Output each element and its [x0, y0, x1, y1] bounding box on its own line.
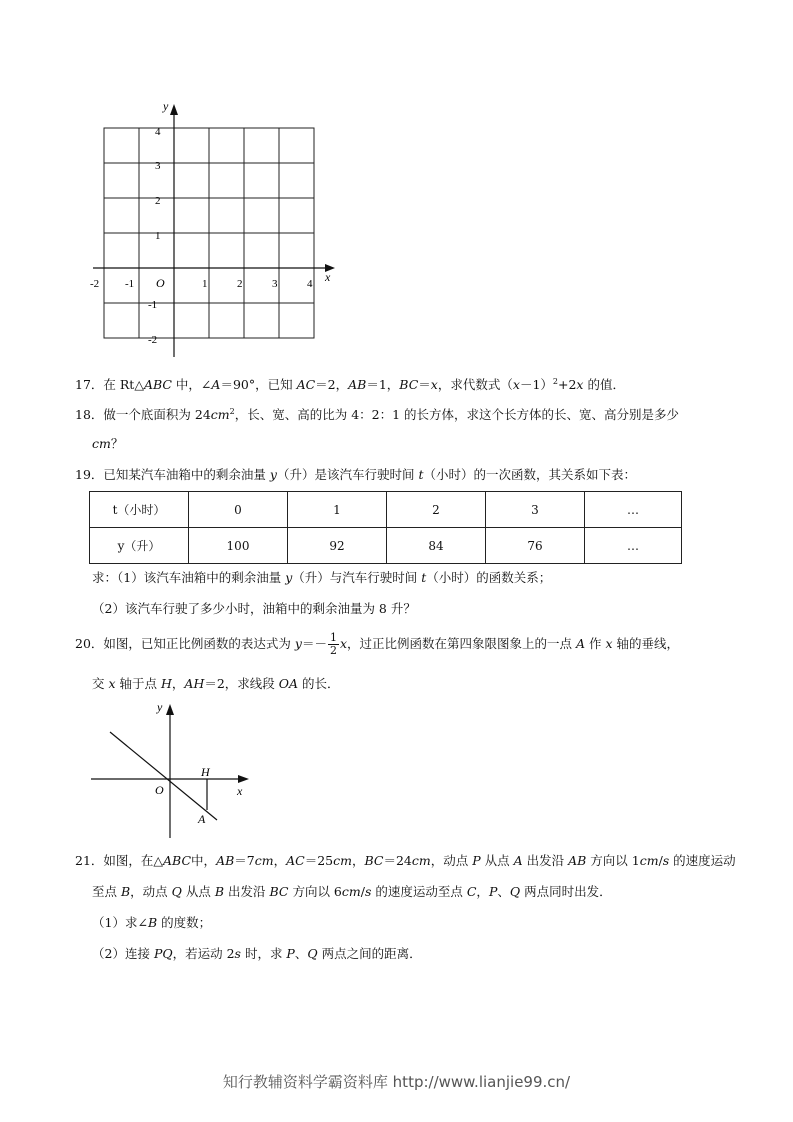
table-cell: 2 [387, 492, 486, 528]
grid-x-axis-label: x [325, 270, 331, 284]
question-20: 20．如图，已知正比例函数的表达式为 y＝－ $\frac{1}{2}$ x，过正比例函数在第四象限图象上的一点 A 作 x 轴的垂线， [75, 631, 680, 657]
table-row [90, 492, 682, 528]
table-cell: 100 [189, 528, 288, 564]
grid-x-tick: -1 [125, 278, 135, 290]
table-cell: 1 [288, 492, 387, 528]
grid-y-tick: 1 [155, 230, 161, 242]
grid-x-tick: -2 [90, 278, 100, 290]
table-cell: … [585, 528, 682, 564]
table-cell: 84 [387, 528, 486, 564]
grid-x-tick: 1 [202, 278, 208, 290]
table-row [90, 528, 682, 564]
question-21-line2: 至点 B，动点 Q 从点 B 出发沿 BC 方向以 6cm/s 的速度运动至点 C，P、Q 两点同时出发． [92, 884, 612, 899]
fraction-one-half: $\frac{1}{2}$ [329, 631, 337, 657]
grid-y-tick: 4 [155, 126, 161, 138]
grid-x-tick: 4 [307, 278, 313, 290]
question-21-sub1: （1）求∠B 的度数； [92, 915, 212, 930]
grid-y-tick: -2 [148, 334, 158, 346]
question-18-line2: cm？ [92, 436, 124, 451]
grid-y-tick: 2 [155, 195, 161, 207]
page-footer: 知行教辅资料学霸资料库 http://www.lianjie99.cn/ [222, 1073, 571, 1091]
table-cell: 92 [288, 528, 387, 564]
grid-y-tick: -1 [148, 299, 158, 311]
question-19-ask2: （2）该汽车行驶了多少小时，油箱中的剩余油量为 8 升？ [92, 601, 416, 616]
table-cell: … [585, 492, 682, 528]
grid-y-axis-label: y [163, 99, 169, 113]
table-cell: 3 [486, 492, 585, 528]
question-20-line2: 交 x 轴于点 H，AH＝2，求线段 OA 的长． [92, 676, 340, 691]
table-header-cell: y（升） [90, 528, 189, 564]
table-cell: 76 [486, 528, 585, 564]
grid-x-tick: 2 [237, 278, 243, 290]
question-17: 17．在 Rt△ABC 中，∠A＝90°，已知 AC＝2，AB＝1，BC＝x，求代数式$(x-1)^2+2x$ 的值． [75, 377, 625, 393]
table-cell: 0 [189, 492, 288, 528]
fig20-point-a-label: A [198, 812, 206, 826]
question-21: 21．如图，在△ABC中，AB＝7cm，AC＝25cm，BC＝24cm，动点 P 从点 A 出发沿 AB 方向以 1cm/s 的速度运动 [75, 853, 736, 868]
question-21-sub2: （2）连接 PQ，若运动 2s 时，求 P、Q 两点之间的距离． [92, 946, 422, 961]
coordinate-grid-figure [85, 95, 345, 365]
grid-y-tick: 3 [155, 160, 161, 172]
question-19-ask1: 求：（1）该汽车油箱中的剩余油量 y（升）与汽车行驶时间 t（小时）的函数关系； [92, 570, 552, 585]
grid-x-tick: 3 [272, 278, 278, 290]
fig20-point-h-label: H [201, 765, 210, 779]
question-19: 19．已知某汽车油箱中的剩余油量 y（升）是该汽车行驶时间 t（小时）的一次函数，其关系如下表： [75, 467, 636, 482]
fuel-table [89, 491, 682, 564]
fig20-x-label: x [237, 784, 243, 798]
grid-origin-label: O [156, 276, 165, 290]
table-header-cell: t（小时） [90, 492, 189, 528]
proportional-function-figure [85, 698, 260, 843]
fig20-origin-label: O [155, 783, 164, 797]
fig20-y-label: y [157, 700, 163, 714]
question-18: 18．做一个底面积为 $24cm^2$，长、宽、高的比为 4：2：1 的长方体，求这个长方体的长、宽、高分别是多少 [75, 407, 680, 423]
